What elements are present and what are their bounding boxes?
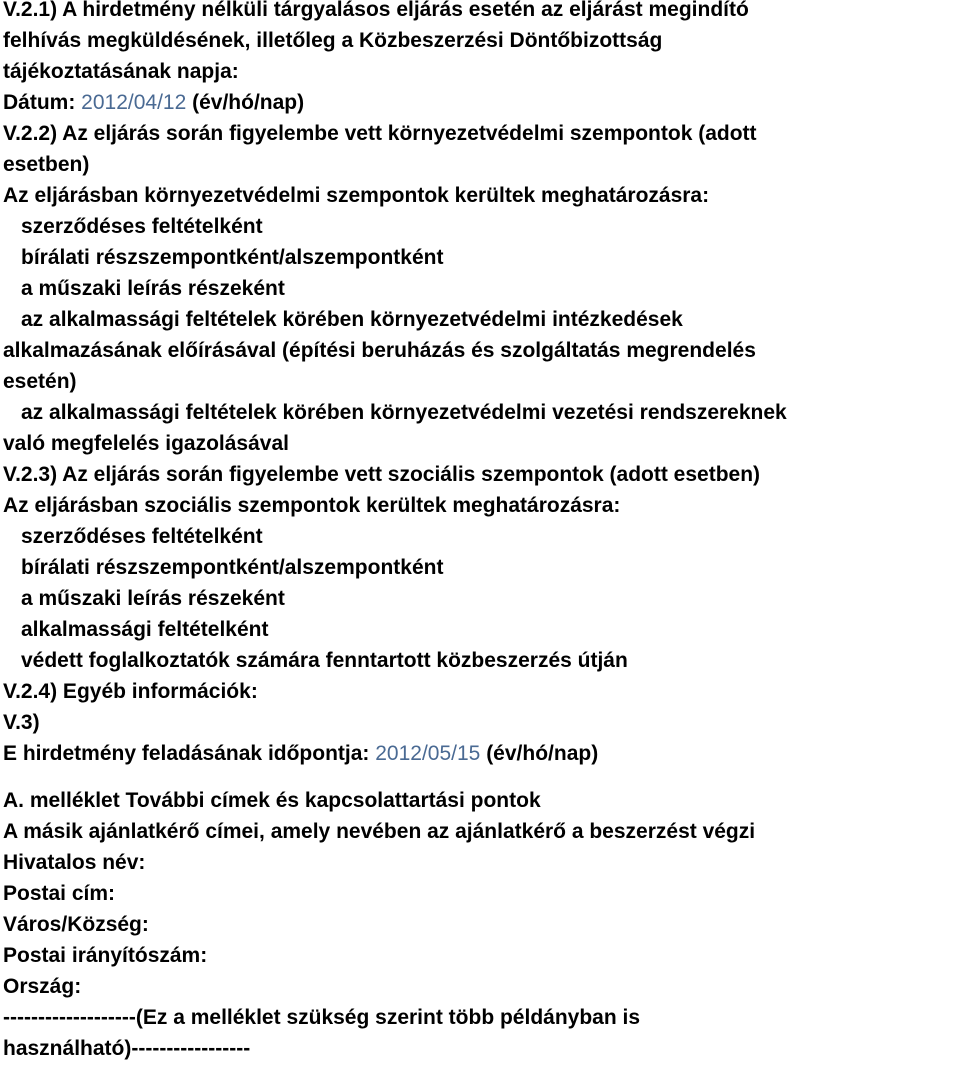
annex-a-subtitle: A másik ajánlatkérő címei, amely nevében az ajánlatkérő a beszerzést végzi [3,820,756,843]
section-v22-item-management-systems-cont: való megfelelés igazolásával [3,432,289,455]
section-v22-item-award-criterion: bírálati részszempontként/alszempontként [21,246,444,269]
section-v21-date-row [0,87,960,118]
section-v22-heading-line2: esetben) [3,153,90,176]
annex-a-footer-line1: -------------------(Ez a melléklet szükség szerint több példányban is [3,1006,641,1029]
section-v22-item-environmental-measures: az alkalmassági feltételek körében környezetvédelmi intézkedések [21,308,683,331]
section-v22-intro: Az eljárásban környezetvédelmi szempontok kerültek meghatározásra: [3,184,710,207]
annex-a-field-country: Ország: [3,975,82,998]
section-v22-item-environmental-measures-cont2: esetén) [3,370,77,393]
annex-a-field-town: Város/Község: [3,913,149,936]
section-v22-item-management-systems: az alkalmassági feltételek körében környezetvédelmi vezetési rendszereknek [21,401,787,424]
section-v22-item-technical-spec: a műszaki leírás részeként [21,277,285,300]
section-v24-heading: V.2.4) Egyéb információk: [3,680,258,703]
section-v23-intro: Az eljárásban szociális szempontok kerültek meghatározásra: [3,494,621,517]
section-v22-item-contract-condition: szerződéses feltételként [21,215,263,238]
section-v21-heading-line3: tájékoztatásának napja: [3,60,239,83]
annex-a-field-official-name: Hivatalos név: [3,851,146,874]
date-label: Dátum: [3,91,82,114]
section-v21-heading-line1: V.2.1) A hirdetmény nélküli tárgyalásos eljárás esetén az eljárást megindító [3,0,749,21]
date-value: 2012/04/12 [81,91,187,114]
dispatch-format: (év/hó/nap) [480,742,599,765]
section-v3-dispatch-row [0,738,960,769]
section-v23-heading: V.2.3) Az eljárás során figyelembe vett szociális szempontok (adott esetben) [3,463,761,486]
section-v21-heading-line2: felhívás megküldésének, illetőleg a Közbeszerzési Döntőbizottság [3,29,663,52]
section-v23-item-suitability-condition: alkalmassági feltételként [21,618,269,641]
annex-a-field-postal-code: Postai irányítószám: [3,944,208,967]
section-v23-item-contract-condition: szerződéses feltételként [21,525,263,548]
section-v22-item-environmental-measures-cont: alkalmazásának előírásával (építési beruházás és szolgáltatás megrendelés [3,339,756,362]
annex-a-footer-line2: használható)----------------- [3,1037,251,1060]
date-format: (év/hó/nap) [186,91,305,114]
section-v22-heading-line1: V.2.2) Az eljárás során figyelembe vett környezetvédelmi szempontok (adott [3,122,757,145]
dispatch-label: E hirdetmény feladásának időpontja: [3,742,376,765]
section-v23-item-award-criterion: bírálati részszempontként/alszempontként [21,556,444,579]
annex-a-field-postal-address: Postai cím: [3,882,116,905]
annex-a-title: A. melléklet További címek és kapcsolattartási pontok [3,789,541,812]
section-v23-item-technical-spec: a műszaki leírás részeként [21,587,285,610]
section-v3-heading: V.3) [3,711,40,734]
dispatch-date: 2012/05/15 [375,742,481,765]
section-v23-item-sheltered-employment: védett foglalkoztatók számára fenntartott közbeszerzés útján [21,649,628,672]
